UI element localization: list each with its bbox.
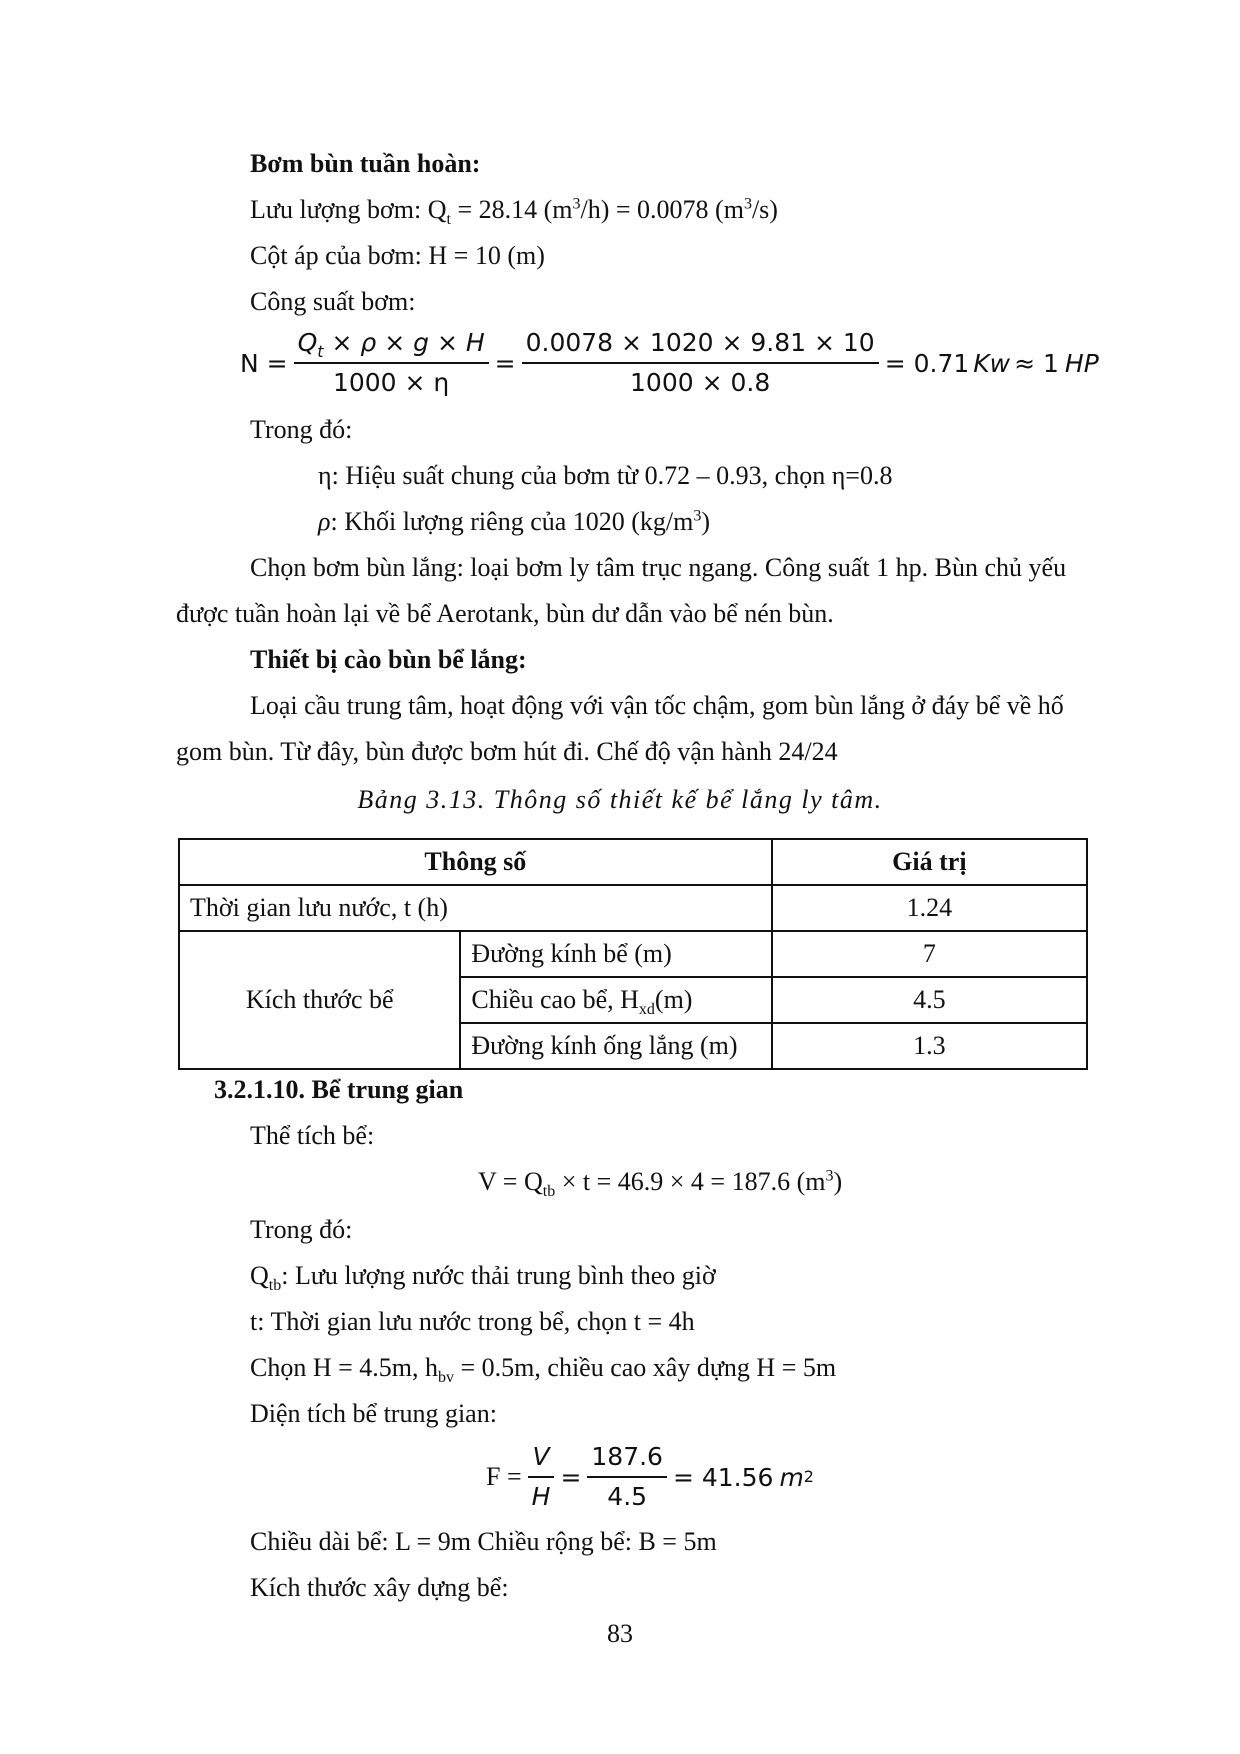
table-row [179,885,1087,931]
section-heading-bom-bun: Bơm bùn tuần hoàn: [250,149,481,178]
section-heading-be-trung-gian: 3.2.1.10. Bể trung gian [214,1075,464,1104]
volume-label: Thể tích bể: [250,1121,375,1150]
fraction-numeric-area: $\frac{187.6}{4.5}$ [587,1440,667,1514]
area-label: Diện tích bể trung gian: [250,1399,497,1428]
pump-selection-line-2: được tuần hoàn lại về bể Aerotank, bùn dư dẫn vào bể nén bùn. [176,599,834,628]
where-label-1: Trong đó: [250,415,353,444]
qtb-definition: $Q_{tb}$: Lưu lượng nước thải trung bình theo giờ [250,1261,716,1295]
area-formula: F = $\frac{V}{H}$ = $\frac{187.6}{4.5}$ = 41.56 m 2 [486,1440,814,1514]
fraction-v-over-h: $\frac{V}{H}$ [528,1440,555,1514]
row-value: 7 [772,931,1087,977]
volume-formula: $V = Q_{tb} \times t = 46.9 \times 4 = 187.6$ $(m^3)$ [478,1167,843,1201]
page-number: 83 [607,1619,633,1648]
row-value: 1.3 [772,1023,1087,1069]
pump-power-label: Công suất bơm: [250,287,416,316]
dimensions-line: Chiều dài bể: L = 9m Chiều rộng bể: B = 5m [250,1527,717,1556]
row-label: Chiều cao bể, $H_{xd}(m)$ [460,977,771,1023]
header-param: Thông số [179,839,772,885]
t-definition: t: Thời gian lưu nước trong bể, chọn t = 4h [250,1307,695,1336]
group-label: Kích thước bể [179,931,460,1069]
pump-selection-line-1: Chọn bơm bùn lắng: loại bơm ly tâm trục ngang. Công suất 1 hp. Bùn chủ yếu [250,553,1067,582]
height-selection: Chọn H = 4.5m, $h_{bv} = 0.5m$, chiều cao xây dựng H = 5m [250,1353,837,1387]
eta-definition: η: Hiệu suất chung của bơm từ 0.72 – 0.93, chọn η=0.8 [318,461,893,490]
section-heading-thiet-bi: Thiết bị cào bùn bể lắng: [250,645,527,674]
construction-size-label: Kích thước xây dựng bể: [250,1573,509,1602]
row-label: Đường kính bể (m) [460,931,771,977]
header-value: Giá trị [772,839,1087,885]
scraper-line-2: gom bùn. Từ đây, bùn được bơm hút đi. Chế độ vận hành 24/24 [176,737,838,766]
row-label: Thời gian lưu nước, t (h) [179,885,772,931]
flow-rate-line: Lưu lượng bơm: $Q_t = 28.14$ $(m^3/h) = 0.0078$ $(m^3/s)$ [250,195,778,229]
row-label: Đường kính ống lắng (m) [460,1023,771,1069]
fraction-symbolic: $\frac{Q_t \times \rho \times g \times H}{1000 \times \eta}$ [294,326,489,400]
where-label-2: Trong đó: [250,1215,353,1244]
row-value: 4.5 [772,977,1087,1023]
pump-power-formula: N = $\frac{Q_t \times \rho \times g \times H}{1000 \times \eta}$ = $\frac{0.0078 \times 1020 \times 9.81 \times 10}{1000 \times 0.8}$ = 0.71 Kw ≈ 1 HP [240,326,1099,400]
table-row [179,931,1087,977]
table-header-row [179,839,1087,885]
scraper-line-1: Loại cầu trung tâm, hoạt động với vận tốc chậm, gom bùn lắng ở đáy bể về hố [250,691,1064,720]
fraction-numeric: $\frac{0.0078 \times 1020 \times 9.81 \times 10}{1000 \times 0.8}$ [522,326,879,400]
design-parameters-table [178,838,1088,1070]
row-value: 1.24 [772,885,1087,931]
pump-head-line: Cột áp của bơm: H = 10 (m) [250,241,545,270]
rho-definition: ρ: Khối lượng riêng của 1020 $(kg/m^3)$ [318,507,711,536]
table-caption: Bảng 3.13. Thông số thiết kế bể lắng ly tâm. [357,785,883,814]
